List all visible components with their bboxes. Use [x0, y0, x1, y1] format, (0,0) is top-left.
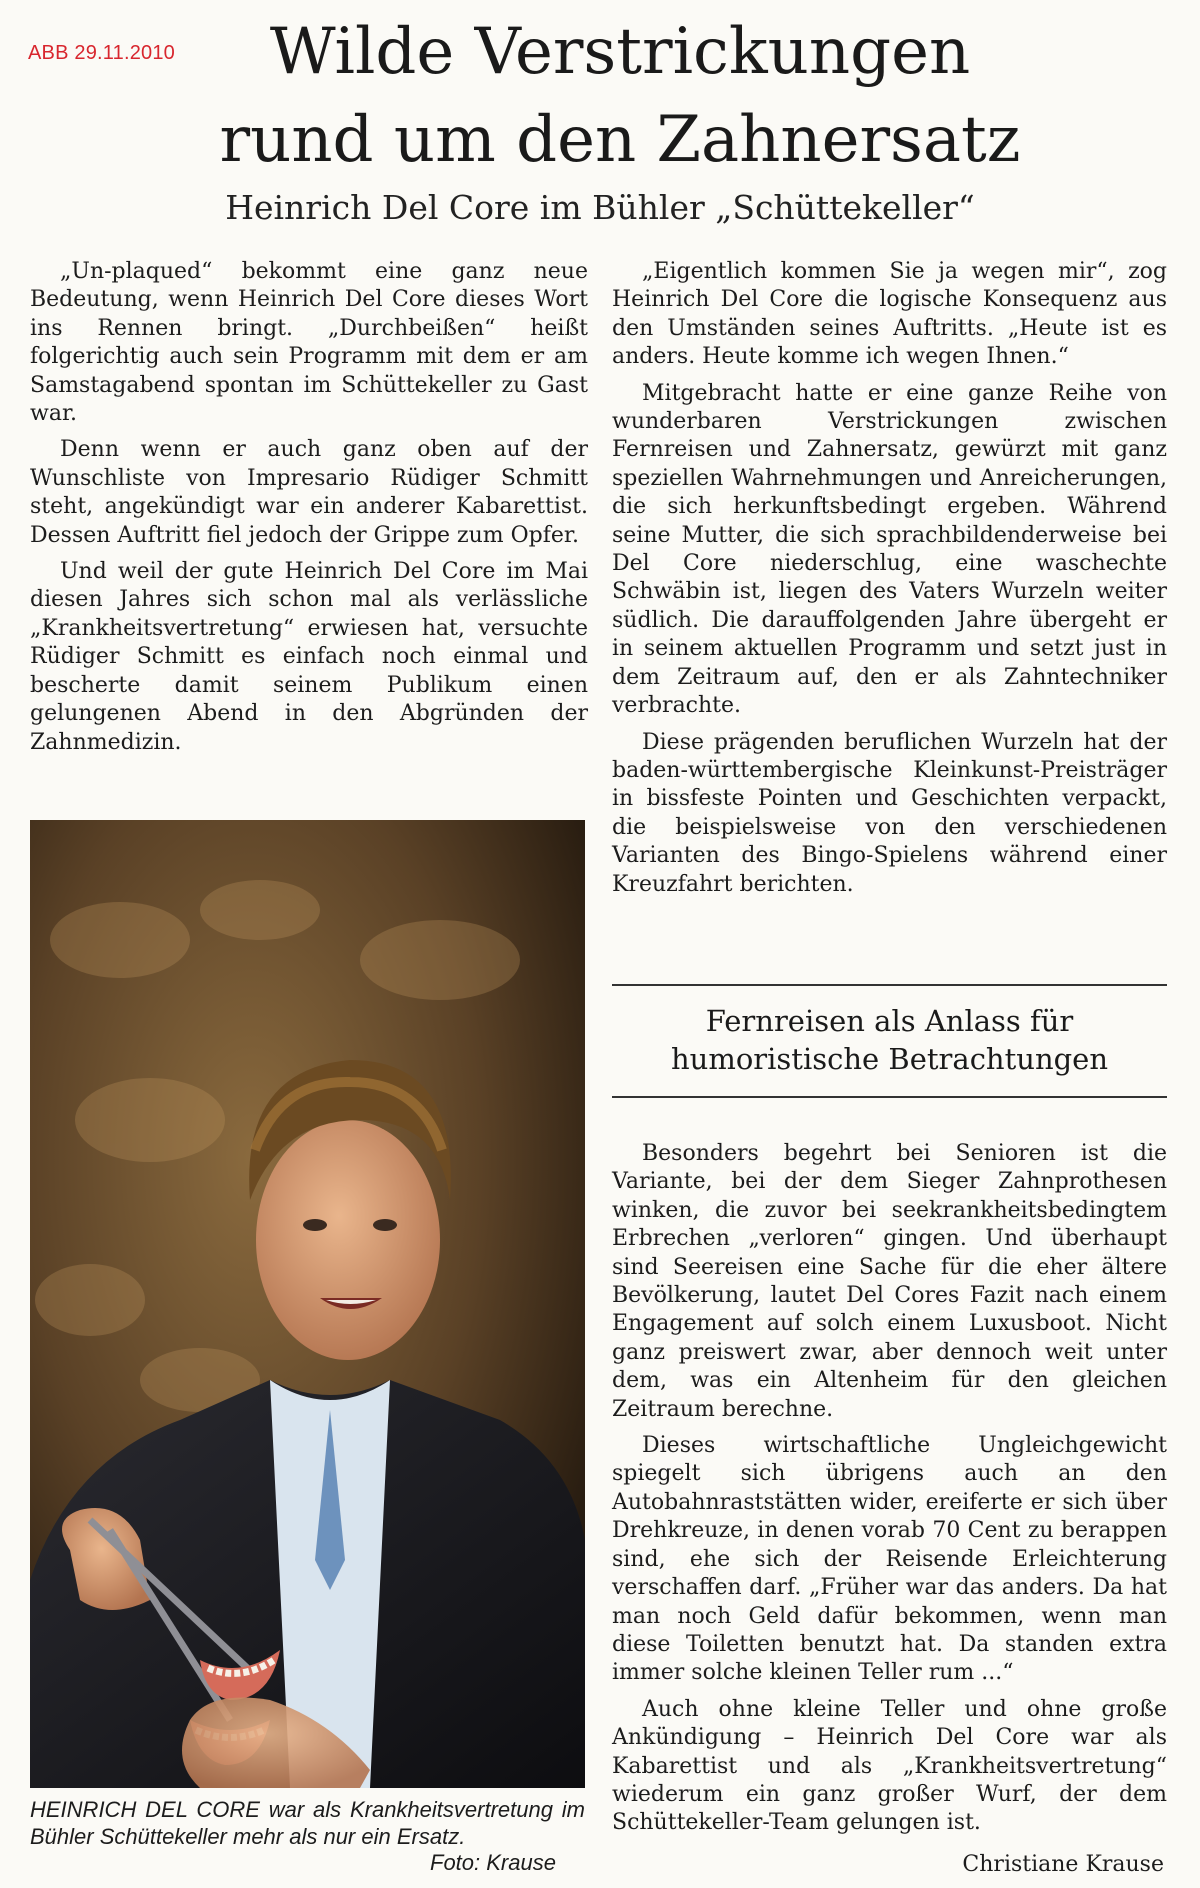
paragraph: Und weil der gute Heinrich Del Core im Mai diesen Jahres sich schon mal als verlässliche „Krankheitsvertretung“ erwiesen hat, versuchte Rüdiger Schmitt es einfach noch einmal und bescherte damit seinem Publikum einen gelungenen Abend in den Abgründen der Zahnmedizin. — [30, 559, 588, 755]
subheadline: Heinrich Del Core im Bühler „Schüttekeller“ — [225, 188, 975, 227]
paragraph: Denn wenn er auch ganz oben auf der Wunschliste von Impresario Rüdiger Schmitt steht, angekündigt war ein anderer Kabarettist. Dessen Auftritt fiel jedoch der Grippe zum Opfer. — [30, 437, 588, 548]
paragraph: Dieses wirtschaftliche Ungleichgewicht spiegelt sich übrigens auch an den Autobahnraststätten wider, ereiferte er sich über Drehkreuze, in denen vorab 70 Cent zu berappen sind, ehe sich der Reisende Erleichterung verschaffen darf. „Früher war das anders. Da hat man noch Geld dafür bekommen, wenn man diese Toiletten benutzt hat. Da standen extra immer solche kleinen Teller rum ...“ — [612, 1433, 1167, 1686]
left-column — [30, 258, 588, 757]
box-heading — [612, 1002, 1167, 1078]
paragraph: Diese prägenden beruflichen Wurzeln hat der baden-württembergische Kleinkunst-Preisträger in bissfeste Pointen und Geschichten verpackt, die beispielsweise von den verschiedenen Varianten des Bingo-Spielens während einer Kreuzfahrt berichten. — [612, 729, 1167, 897]
photo-caption: HEINRICH DEL CORE war als Krankheitsvertretung im Bühler Schüttekeller mehr als nur ein Ersatz. — [30, 1797, 585, 1849]
photo-credit: Foto: Krause — [430, 1850, 556, 1875]
paragraph: „Un-plaqued“ bekommt eine ganz neue Bedeutung, wenn Heinrich Del Core dieses Wort ins Rennen bringt. „Durchbeißen“ heißt folgerichtig auch sein Programm mit dem er am Samstagabend spontan im Schüttekeller zu Gast war. — [30, 259, 588, 427]
archive-stamp: ABB 29.11.2010 — [28, 42, 175, 64]
performer-photo-illustration — [30, 820, 585, 1788]
headline — [120, 8, 1120, 184]
right-column-top — [612, 258, 1167, 899]
headline-line-1: Wilde Verstrickungen — [269, 15, 971, 89]
paragraph: Mitgebracht hatte er eine ganze Reihe von wunderbaren Verstrickungen zwischen Fernreisen und Zahnersatz, gewürzt mit ganz speziellen Wahrnehmungen und Anreicherungen, die sich herkunftsbedingt ergeben. Während seine Mutter, die sich sprachbildenderweise bei Del Core niederschlug, eine waschechte Schwäbin ist, liegen des Vaters Wurzeln weiter südlich. Die darauffolgenden Jahre übergeht er in seinem aktuellen Programm und setzt just in dem Zeitraum auf, den er als Zahntechniker verbrachte. — [612, 380, 1167, 719]
paragraph: „Eigentlich kommen Sie ja wegen mir“, zog Heinrich Del Core die logische Konsequenz aus den Umständen seines Auftritts. „Heute ist es anders. Heute komme ich wegen Ihnen.“ — [612, 259, 1167, 370]
box-rule-top — [612, 984, 1167, 986]
headline-line-2: rund um den Zahnersatz — [219, 103, 1021, 177]
box-heading-line-2: humoristische Betrachtungen — [670, 1042, 1109, 1076]
byline: Christiane Krause — [962, 1852, 1164, 1877]
paragraph: Besonders begehrt bei Senioren ist die Variante, bei der dem Sieger Zahnprothesen winken, die zuvor bei seekrankheitsbedingtem Erbrechen „verloren“ gingen. Und überhaupt sind Seereisen eine Sache für die eher ältere Bevölkerung, lautet Del Cores Fazit nach einem Engagement auf solch einem Luxusboot. Nicht ganz preiswert zwar, aber dennoch weit unter dem, was ein Altenheim für den gleichen Zeitraum berechne. — [612, 1141, 1167, 1422]
paragraph: Auch ohne kleine Teller und ohne große Ankündigung – Heinrich Del Core war als Kabarettist und als „Krankheitsvertretung“ wiederum ein ganz großer Wurf, der dem Schüttekeller-Team gelungen ist. — [612, 1696, 1167, 1836]
right-column-bottom — [612, 1140, 1167, 1838]
box-rule-bottom — [612, 1096, 1167, 1098]
performer-photo — [30, 820, 585, 1788]
box-heading-line-1: Fernreisen als Anlass für — [705, 1004, 1074, 1038]
